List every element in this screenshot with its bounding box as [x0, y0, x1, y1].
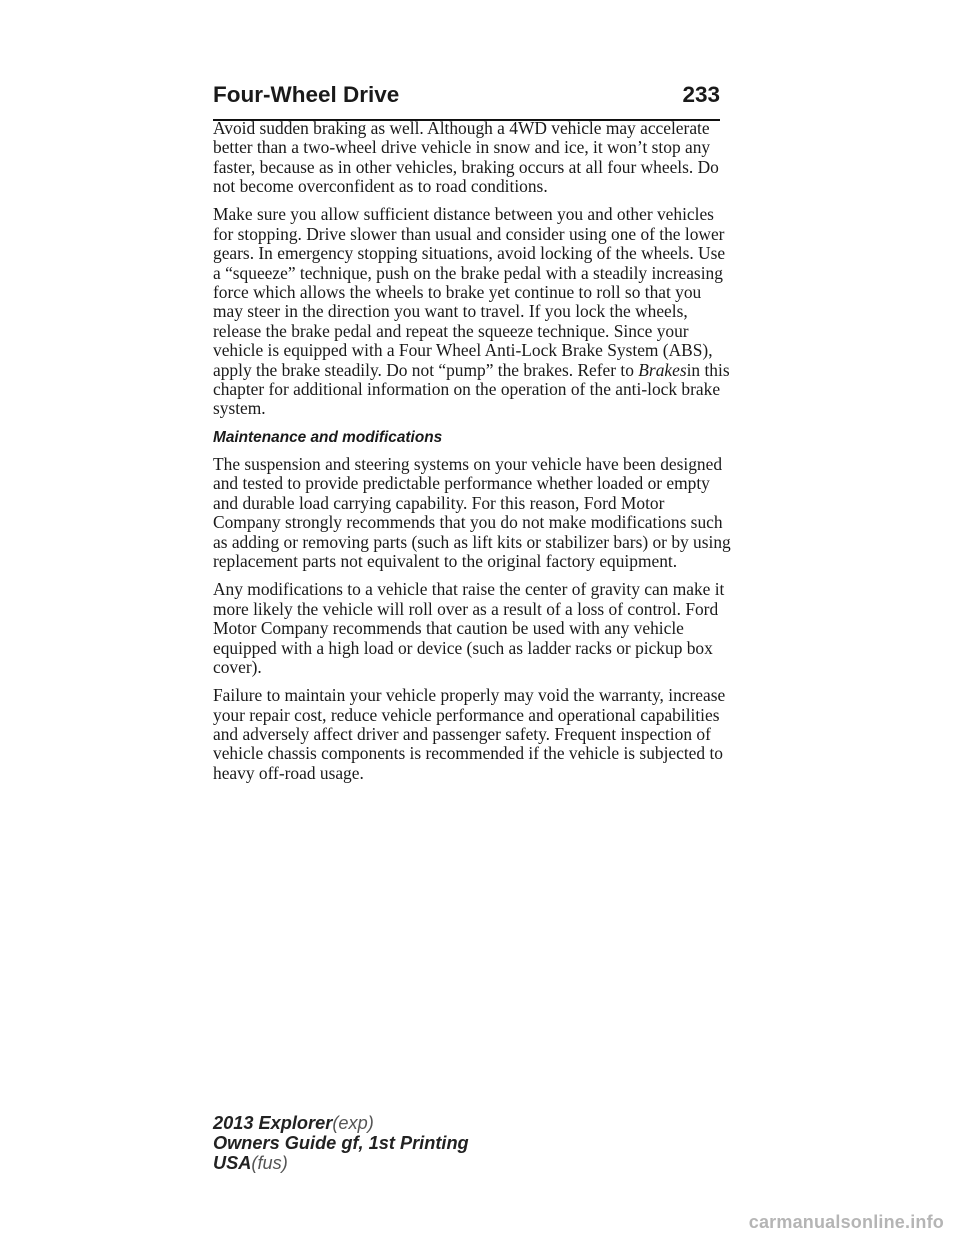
footer-market: USA	[213, 1153, 252, 1173]
section-title: Four-Wheel Drive	[213, 82, 400, 107]
paragraph: Failure to maintain your vehicle properly may void the warranty, increase your repair cost, reduce vehicle performance and operational capabilities and adversely affect driver and passenger safety. Frequent inspection of vehicle chassis components is recommended if the vehicle is subjected to heavy off-road usage.	[213, 685, 726, 783]
paragraph: Avoid sudden braking as well. Although a 4WD vehicle may accelerate better than a two-wheel drive vehicle in snow and ice, it won’t stop any faster, because as in other vehicles, braking occurs at all four wheels. Do not become overconfident as to road conditions.	[213, 118, 719, 197]
subsection-heading: Maintenance and modifications	[213, 428, 443, 446]
watermark: carmanualsonline.info	[748, 1212, 944, 1232]
body-text	[213, 119, 733, 792]
paragraph: The suspension and steering systems on your vehicle have been designed and tested to provide predictable performance whether loaded or empty and durable load carrying capability. For this reason, Ford Motor Company strongly recommends that you do not make modifications such as adding or removing parts (such as lift kits or stabilizer bars) or by using replacement parts not equivalent to the original factory equipment.	[213, 454, 731, 572]
paragraph	[213, 205, 733, 418]
footer-line	[213, 1113, 469, 1133]
page-footer	[213, 1113, 469, 1173]
page-header	[213, 82, 720, 108]
page-number: 233	[682, 82, 720, 107]
paragraph-text: in this chapter for additional information on the operation of the anti-lock brake system.	[213, 359, 730, 419]
paragraph: Any modifications to a vehicle that raise the center of gravity can make it more likely the vehicle will roll over as a result of a loss of control. Ford Motor Company recommends that caution be used with any vehicle equipped with a high load or device (such as ladder racks or pickup box cover).	[213, 579, 725, 677]
footer-line	[213, 1153, 469, 1173]
footer-printing: Owners Guide gf, 1st Printing	[213, 1133, 469, 1153]
footer-model: 2013 Explorer	[213, 1113, 333, 1133]
footer-model-code: (exp)	[332, 1113, 374, 1133]
paragraph-text: Make sure you allow sufficient distance between you and other vehicles for stopping. Drive slower than usual and consider using one of the lower gears. In emergency stopping situations, avoid locking of the wheels. Use a “squeeze” technique, push on the brake pedal with a steadily increasing force which allows the wheels to brake yet continue to roll so that you may steer in the direction you want to travel. If you lock the wheels, release the brake pedal and repeat the squeeze technique. Since your vehicle is equipped with a Four Wheel Anti-Lock Brake System (ABS), apply the brake steadily. Do not “pump” the brakes. Refer to	[213, 204, 726, 380]
footer-market-code: (fus)	[251, 1153, 288, 1173]
cross-reference-link[interactable]: Brakes	[638, 359, 687, 380]
